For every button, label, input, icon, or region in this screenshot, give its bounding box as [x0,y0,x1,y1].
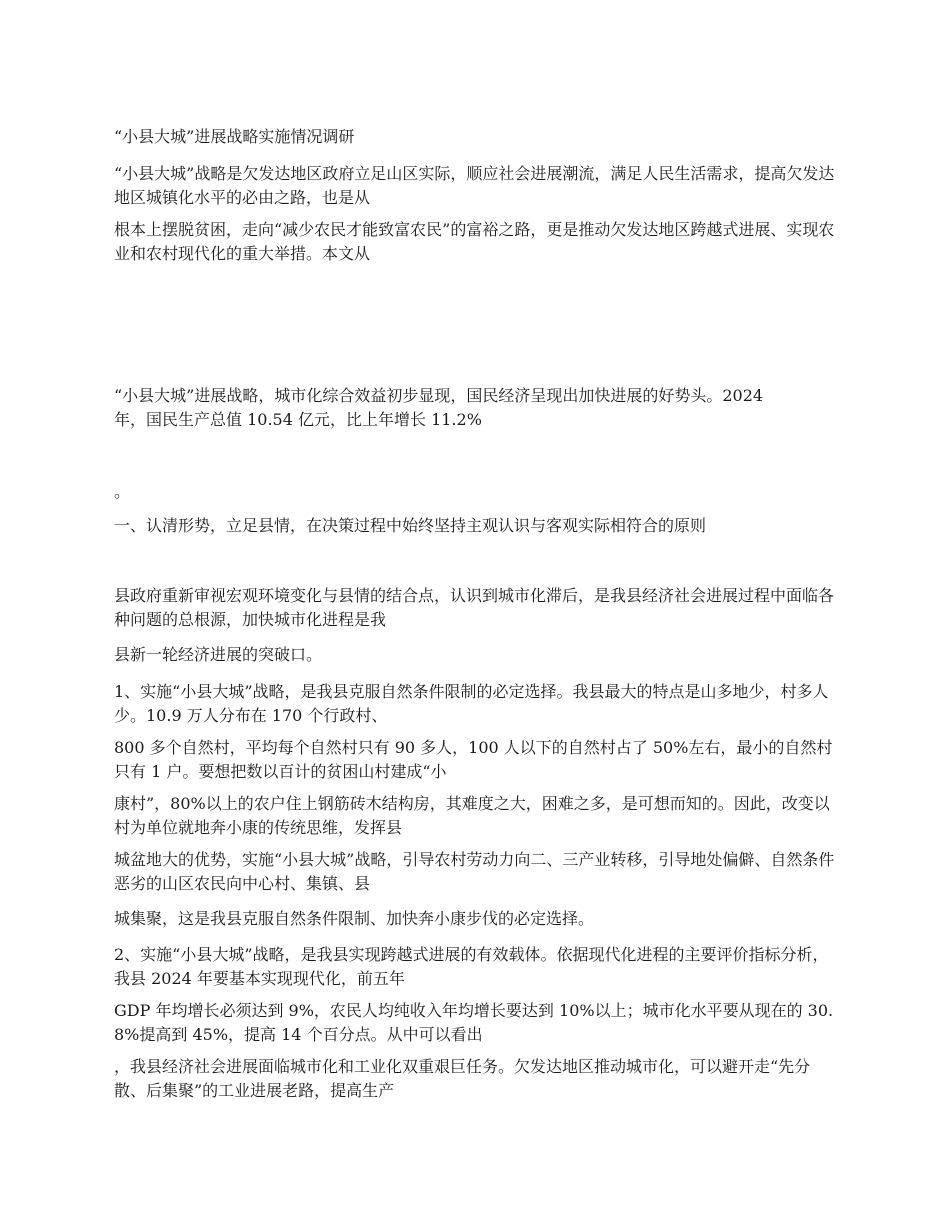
paragraph-1: “小县大城”战略是欠发达地区政府立足山区实际，顺应社会进展潮流，满足人民生活需求，提高欠发达地区城镇化水平的必由之路，也是从 [114,164,835,207]
paragraph-12: 2、实施“小县大城”战略，是我县实现跨越式进展的有效载体。依据现代化进程的主要评价指标分析，我县 2024 年要基本实现现代化，前五年 [114,945,829,988]
paragraph-4: 。 [114,482,131,501]
paragraph-13: GDP 年均增长必须达到 9%，农民人均纯收入年均增长要达到 10%以上；城市化水平要从现在的 30.8%提高到 45%，提高 14 个百分点。从中可以看出 [114,1001,834,1044]
paragraph-9: 康村”，80%以上的农户住上钢筋砖木结构房，其难度之大，困难之多，是可想而知的。因此，改变以村为单位就地奔小康的传统思维，发挥县 [114,794,830,837]
paragraph-2: 根本上摆脱贫困，走向“减少农民才能致富农民”的富裕之路，更是推动欠发达地区跨越式进展、实现农业和农村现代化的重大举措。本文从 [114,220,835,263]
paragraph-14: ，我县经济社会进展面临城市化和工业化双重艰巨任务。欠发达地区推动城市化，可以避开走“先分散、后集聚”的工业进展老路，提高生产 [114,1057,811,1100]
paragraph-11: 城集聚，这是我县克服自然条件限制、加快奔小康步伐的必定选择。 [114,909,595,928]
paragraph-10: 城盆地大的优势，实施“小县大城”战略，引导农村劳动力向二、三产业转移，引导地处偏僻、自然条件恶劣的山区农民向中心村、集镇、县 [114,850,835,893]
section-heading-1: 一、认清形势，立足县情，在决策过程中始终坚持主观认识与客观实际相符合的原则 [114,516,707,535]
document-title: “小县大城”进展战略实施情况调研 [114,127,355,146]
paragraph-8: 800 多个自然村，平均每个自然村只有 90 多人，100 人以下的自然村占了 50%左右，最小的自然村只有 1 户。要想把数以百计的贫困山村建成“小 [114,738,833,781]
paragraph-7: 1、实施“小县大城”战略，是我县克服自然条件限制的必定选择。我县最大的特点是山多地少，村多人少。10.9 万人分布在 170 个行政村、 [114,682,829,725]
paragraph-3: “小县大城”进展战略，城市化综合效益初步显现，国民经济呈现出加快进展的好势头。2024 年，国民生产总值 10.54 亿元，比上年增长 11.2% [114,386,764,429]
paragraph-5: 县政府重新审视宏观环境变化与县情的结合点，认识到城市化滞后，是我县经济社会进展过程中面临各种问题的总根源，加快城市化进程是我 [114,586,835,629]
paragraph-6: 县新一轮经济进展的突破口。 [114,645,323,664]
